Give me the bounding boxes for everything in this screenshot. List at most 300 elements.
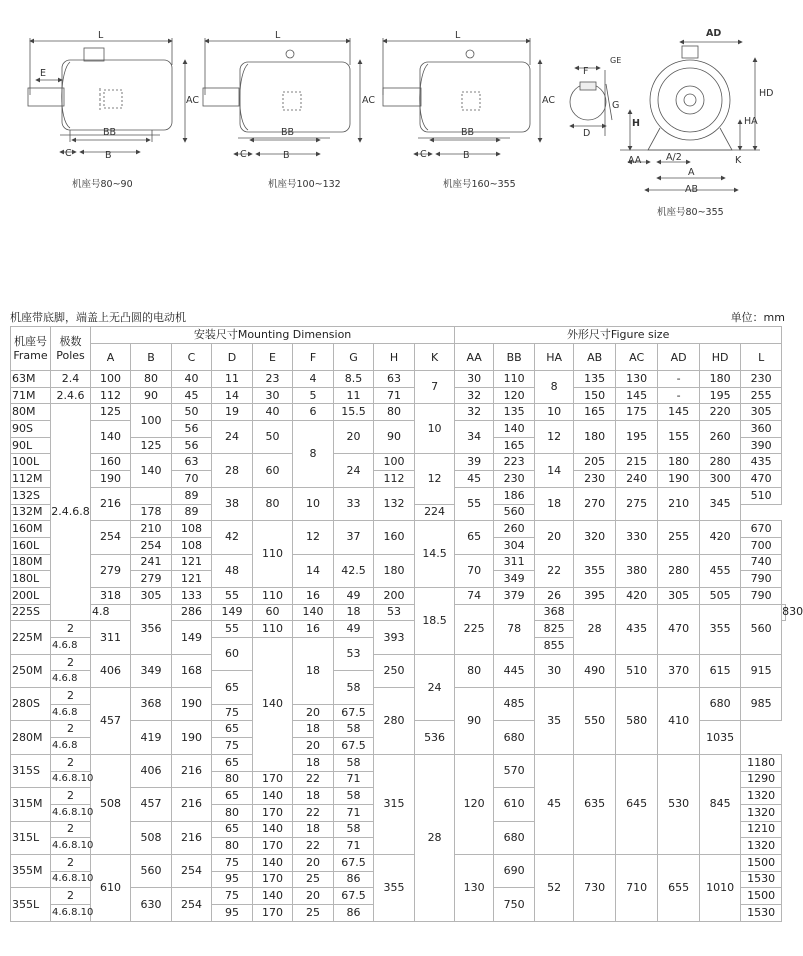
col-AC: AC [616,344,658,371]
table-cell: 690 [494,854,535,887]
table-cell: 655 [658,854,700,921]
table-cell: 45 [172,387,212,404]
table-cell: 550 [574,688,616,755]
col-G: G [334,344,374,371]
col-E: E [253,344,293,371]
table-cell: 180M [11,554,51,571]
fig4-dim-GE: GE [610,56,622,65]
table-cell: 195 [700,387,741,404]
table-cell: 100L [11,454,51,471]
col-C: C [172,344,212,371]
table-cell: 10 [415,404,455,454]
table-cell: 250M [11,654,51,687]
table-cell: 4.6.8.10 [51,905,91,922]
col-AA: AA [455,344,494,371]
table-cell: 635 [574,754,616,854]
table-cell: 20 [293,738,334,755]
table-cell: 14 [293,554,334,587]
table-cell: 37 [334,521,374,554]
table-cell: 135 [494,404,535,421]
mounting-dimension-header: 安装尺寸Mounting Dimension [91,327,455,344]
fig4-dim-F: F [583,66,589,77]
col-HD: HD [700,344,741,371]
table-cell: 190 [172,688,212,721]
table-row [11,688,786,705]
table-cell: 100 [374,454,415,471]
table-cell: 406 [131,754,172,787]
table-cell: 22 [293,771,334,788]
table-cell: 108 [172,521,212,538]
table-cell: 5 [293,387,334,404]
table-cell: 71M [11,387,51,404]
table-cell: 355M [11,854,51,887]
table-cell: 220 [700,404,741,421]
table-row [11,521,786,538]
table-cell: 58 [334,721,374,738]
table-cell: 508 [91,754,131,854]
table-cell: 1180 [741,754,782,771]
col-H: H [374,344,415,371]
table-cell: 18 [293,754,334,771]
table-cell: 445 [494,654,535,687]
table-cell: 536 [415,721,455,754]
table-cell: 225S [11,604,51,621]
table-cell: 24 [212,421,253,454]
table-cell: 120 [455,754,494,854]
table-cell: 140 [253,888,293,905]
table-cell: 160M [11,521,51,538]
table-cell: 311 [494,554,535,571]
table-cell: 49 [334,587,374,604]
table-cell: 14.5 [415,521,455,588]
table-cell: 39 [455,454,494,471]
table-cell: 140 [131,454,172,487]
table-cell: 133 [172,587,212,604]
fig5-dim-A: A [688,167,695,178]
frame-header: 机座号 Frame [11,327,51,371]
fig2-dim-AC: AC [362,95,375,106]
fig2-dim-BB: BB [281,127,295,138]
fig3-dim-AC: AC [542,95,555,106]
table-cell: 20 [293,888,334,905]
table-cell: 740 [741,554,782,571]
table-cell: 20 [293,854,334,871]
figure-size-header: 外形尺寸Figure size [455,327,782,344]
table-cell: 12 [293,521,334,554]
table-cell: 165 [574,404,616,421]
table-cell: 615 [700,654,741,687]
fig4-dim-D: D [583,128,591,139]
table-cell: 180 [374,554,415,587]
table-cell: 22 [293,804,334,821]
table-cell: 40 [172,371,212,388]
table-cell: 2 [51,754,91,771]
table-cell: 180 [658,454,700,471]
table-cell: 11 [212,371,253,388]
table-cell: 100 [91,371,131,388]
table-cell: 110 [253,521,293,588]
table-cell: 14 [212,387,253,404]
table-cell: 1500 [741,854,782,871]
table-cell: 457 [91,688,131,755]
table-cell: 63M [11,371,51,388]
table-cell: 455 [700,554,741,587]
table-cell: 65 [212,821,253,838]
table-cell: 112M [11,471,51,488]
table-cell: 130 [616,371,658,388]
table-cell: 315S [11,754,51,787]
table-cell: 18 [293,721,334,738]
table-cell: 345 [700,487,741,520]
table-cell: 58 [334,671,374,704]
table-cell: 90L [11,437,51,454]
table-cell: 315M [11,788,51,821]
table-cell: 34 [455,421,494,454]
table-cell: 65 [212,721,253,738]
table-cell: 255 [741,387,782,404]
table-cell: 16 [293,587,334,604]
table-title: 机座带底脚，端盖上无凸圆的电动机 [10,311,186,324]
table-cell: 125 [131,437,172,454]
table-cell: 135 [574,371,616,388]
table-cell: - [658,387,700,404]
table-cell: 180 [574,421,616,454]
table-cell: 30 [535,654,574,687]
fig5-dim-AA: AA [628,155,642,166]
table-cell: 845 [700,754,741,854]
table-cell: 490 [574,654,616,687]
table-cell: 25 [293,871,334,888]
fig3-dim-BB: BB [461,127,475,138]
table-row [11,387,786,404]
table-cell: 355 [374,854,415,921]
table-cell: 71 [334,804,374,821]
table-cell: 32 [455,404,494,421]
table-cell: 710 [616,854,658,921]
table-cell: 2.4.6 [51,387,91,404]
table-cell: 110 [494,371,535,388]
table-cell: 855 [535,638,574,655]
table-cell: 110 [253,621,293,638]
table-cell: 254 [172,888,212,921]
table-cell: 280 [700,454,741,471]
fig2-dim-C: C [240,149,247,160]
table-cell: 510 [616,654,658,687]
table-cell: 1035 [700,721,741,754]
table-cell: 250 [374,654,415,687]
table-cell: 305 [741,404,782,421]
table-cell: 24 [415,654,455,721]
table-cell: 4.6.8.10 [51,771,91,788]
table-cell: 80 [212,838,253,855]
table-cell: 149 [172,621,212,654]
table-cell: 170 [253,871,293,888]
table-cell: 50 [253,421,293,454]
table-cell: 680 [494,821,535,854]
col-AD: AD [658,344,700,371]
table-cell: - [658,371,700,388]
table-cell: 224 [415,504,455,521]
table-cell: 49 [334,621,374,638]
table-cell: 315 [374,754,415,854]
table-cell: 1010 [700,854,741,921]
table-cell: 52 [535,854,574,921]
table-cell: 160 [91,454,131,471]
table-cell: 2 [51,821,91,838]
table-cell: 241 [131,554,172,571]
table-cell: 60 [212,638,253,671]
table-cell: 393 [374,621,415,654]
table-cell: 95 [212,871,253,888]
table-row [11,421,786,438]
table-cell: 90S [11,421,51,438]
table-cell: 140 [253,638,293,772]
table-cell: 6 [293,404,334,421]
table-cell: 30 [253,387,293,404]
table-cell: 830 [782,604,786,621]
table-cell: 80 [455,654,494,687]
table-cell: 56 [172,421,212,438]
table-cell: 435 [741,454,782,471]
fig3-caption: 机座号160~355 [443,179,516,190]
table-cell: 210 [658,487,700,520]
table-row [11,554,786,571]
table-cell: 55 [455,487,494,520]
table-cell: 20 [334,421,374,454]
table-cell: 89 [172,504,212,521]
table-cell: 570 [494,754,535,787]
table-cell: 42.5 [334,554,374,587]
table-cell: 225 [455,604,494,654]
table-cell: 330 [616,521,658,554]
table-row [11,471,786,488]
fig5-dim-AD: AD [706,28,722,39]
table-cell: 28 [574,604,616,654]
fig1-dim-AC: AC [186,95,199,106]
table-cell: 4.6.8.10 [51,804,91,821]
table-cell: 370 [658,654,700,687]
fig3-dim-L: L [455,30,461,41]
table-cell: 2.4.6.8 [51,404,91,621]
table-cell: 4.6.8 [51,738,91,755]
table-cell: 730 [574,854,616,921]
table-row [11,404,786,421]
table-cell: 22 [535,554,574,587]
table-cell: 4.6.8 [51,638,91,655]
table-cell: 140 [253,788,293,805]
table-cell: 40 [253,404,293,421]
table-cell: 254 [172,854,212,887]
table-cell: 825 [535,621,574,638]
table-row [11,487,786,504]
table-cell: 80 [374,404,415,421]
table-cell: 145 [658,404,700,421]
table-cell: 63 [374,371,415,388]
table-cell: 28 [212,454,253,487]
table-cell: 120 [494,387,535,404]
table-cell: 205 [574,454,616,471]
table-cell: 230 [494,471,535,488]
table-cell: 165 [494,437,535,454]
table-cell: 315L [11,821,51,854]
fig2-dim-L: L [275,30,281,41]
table-cell: 42 [212,521,253,554]
table-cell: 210 [131,521,172,538]
table-cell: 395 [574,587,616,604]
table-cell: 170 [253,771,293,788]
table-cell: 305 [658,587,700,604]
fig2-dim-B: B [283,150,290,161]
table-cell: 132M [11,504,51,521]
table-cell: 58 [334,821,374,838]
table-cell: 16 [293,621,334,638]
table-row [11,654,786,671]
table-cell: 560 [494,504,535,521]
col-D: D [212,344,253,371]
table-cell: 225M [11,621,51,654]
table-cell: 50 [172,404,212,421]
table-cell: 75 [212,888,253,905]
table-cell: 355 [574,554,616,587]
table-cell: 26 [535,587,574,604]
table-cell: 20 [293,704,334,721]
table-cell: 200 [374,587,415,604]
col-K: K [415,344,455,371]
table-cell: 254 [91,521,131,554]
table-cell: 560 [131,854,172,887]
table-cell: 1500 [741,888,782,905]
table-unit: 单位：mm [730,311,785,324]
table-cell: 186 [494,487,535,504]
table-cell: 125 [91,404,131,421]
table-cell: 25 [293,905,334,922]
fig1-dim-B: B [105,150,112,161]
table-cell: 155 [658,421,700,454]
table-cell: 368 [535,604,574,621]
table-cell: 32 [455,387,494,404]
table-cell: 2 [51,888,91,905]
table-cell: 33 [334,487,374,520]
fig3-dim-C: C [420,149,427,160]
fig3-dim-B: B [463,150,470,161]
table-cell: 240 [616,471,658,488]
fig5-dim-A-half: A/2 [666,152,682,163]
table-cell: 360 [741,421,782,438]
table-cell: 80 [131,371,172,388]
fig1-dim-L: L [98,30,104,41]
table-cell: 610 [91,854,131,921]
table-cell: 175 [616,404,658,421]
table-cell: 95 [212,905,253,922]
table-cell: 108 [172,537,212,554]
table-cell: 121 [172,554,212,571]
table-cell: 286 [172,604,212,621]
table-cell: 470 [741,471,782,488]
fig1-dim-C: C [65,148,72,159]
table-cell: 110 [253,587,293,604]
table-cell: 349 [494,571,535,588]
table-cell: 20 [535,521,574,554]
table-cell: 750 [494,888,535,921]
table-cell: 65 [212,671,253,704]
table-cell: 505 [700,587,741,604]
table-cell: 1530 [741,871,782,888]
table-cell: 145 [616,387,658,404]
table-cell [131,487,172,504]
table-row [11,854,786,871]
table-cell: 90 [131,387,172,404]
table-cell: 58 [334,754,374,771]
table-cell: 67.5 [334,738,374,755]
table-cell: 10 [293,487,334,520]
table-cell: 75 [212,738,253,755]
table-cell: 170 [253,838,293,855]
table-cell: 279 [131,571,172,588]
table-cell: 190 [172,721,212,754]
col-A: A [91,344,131,371]
table-cell: 2.4 [51,371,91,388]
table-cell: 790 [741,571,782,588]
table-cell: 23 [253,371,293,388]
fig5-dim-AB: AB [685,184,699,195]
col-L: L [741,344,782,371]
table-cell: 18 [293,821,334,838]
table-cell: 356 [131,604,172,654]
fig2-caption: 机座号100~132 [268,179,341,190]
fig5-dim-K: K [735,155,742,166]
table-cell: 4.6.8.10 [51,871,91,888]
table-cell: 18 [334,604,374,621]
table-cell: 160 [374,521,415,554]
table-cell: 45 [455,471,494,488]
table-cell: 680 [700,688,741,721]
table-cell: 90 [455,688,494,755]
table-cell: 216 [172,754,212,787]
table-cell: 349 [131,654,172,687]
table-cell: 67.5 [334,854,374,871]
table-cell: 45 [535,754,574,854]
table-cell: 200L [11,587,51,604]
table-cell: 53 [374,604,415,621]
table-cell: 318 [91,587,131,604]
table-cell: 4.6.8 [51,704,91,721]
table-cell: 355 [700,604,741,654]
fig4-dim-G: G [612,100,620,111]
fig1-dim-E: E [40,68,47,79]
table-cell: 457 [131,788,172,821]
table-cell: 112 [91,387,131,404]
table-cell: 170 [253,804,293,821]
table-cell: 280M [11,721,51,754]
table-cell: 30 [455,371,494,388]
header-group-row [11,327,786,344]
table-cell: 65 [212,788,253,805]
table-cell: 140 [91,421,131,454]
table-cell: 178 [131,504,172,521]
table-cell: 280S [11,688,51,721]
table-cell: 14 [535,454,574,487]
table-cell: 22 [293,838,334,855]
table-cell: 190 [91,471,131,488]
dimension-table [10,326,803,922]
table-cell: 53 [334,638,374,671]
table-cell: 140 [293,604,334,621]
table-cell: 67.5 [334,888,374,905]
table-cell: 260 [700,421,741,454]
table-cell: 230 [574,471,616,488]
table-cell: 368 [131,688,172,721]
table-cell: 270 [574,487,616,520]
